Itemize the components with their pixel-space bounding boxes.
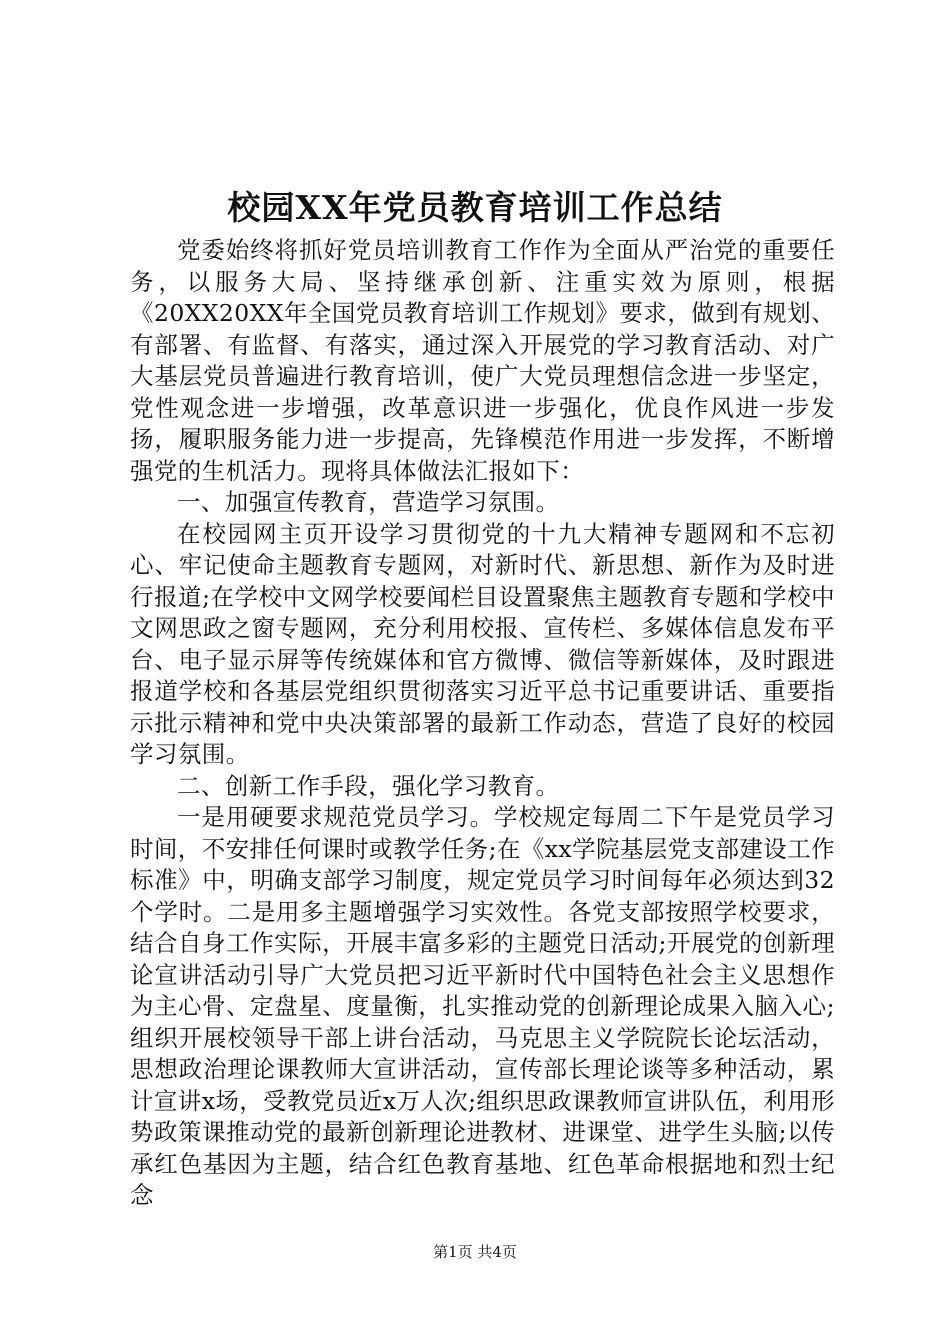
paragraph-section-1: 在校园网主页开设学习贯彻党的十九大精神专题网和不忘初心、牢记使命主题教育专题网，对新时代、新思想、新作为及时进行报道;在学校中文网学校要闻栏目设置聚焦主题教育专题和学校中文网思政之窗专题网，充分利用校报、宣传栏、多媒体信息发布平台、电子显示屏等传统媒体和官方微博、微信等新媒体，及时跟进报道学校和各基层党组织贯彻落实习近平总书记重要讲话、重要指示批示精神和党中央决策部署的最新工作动态，营造了良好的校园学习氛围。 (130, 519, 835, 768)
section-heading-1: 一、加强宣传教育，营造学习氛围。 (177, 488, 560, 516)
paragraph-section-2: 一是用硬要求规范党员学习。学校规定每周二下午是党员学习时间，不安排任何课时或教学任务;在《xx学院基层党支部建设工作标准》中，明确支部学习制度，规定党员学习时间每年必须达到32个学时。二是用多主题增强学习实效性。各党支部按照学校要求，结合自身工作实际，开展丰富多彩的主题党日活动;开展党的创新理论宣讲活动引导广大党员把习近平新时代中国特色社会主义思想作为主心骨、定盘星、度量衡，扎实推动党的创新理论成果入脑入心;组织开展校领导干部上讲台活动，马克思主义学院院长论坛活动，思想政治理论课教师大宣讲活动，宣传部长理论谈等多种活动，累计宣讲x场，受教党员近x万人次;组织思政课教师宣讲队伍，利用形势政策课推动党的最新创新理论进教材、进课堂、进学生头脑;以传承红色基因为主题，结合红色教育基地、红色革命根据地和烈士纪念 (130, 803, 835, 1209)
paragraph-intro: 党委始终将抓好党员培训教育工作作为全面从严治党的重要任务，以服务大局、坚持继承创新、注重实效为原则，根据《20XX20XX年全国党员教育培训工作规划》要求，做到有规划、有部署、有监督、有落实，通过深入开展党的学习教育活动、对广大基层党员普遍进行教育培训，使广大党员理想信念进一步坚定，党性观念进一步增强，改革意识进一步强化，优良作风进一步发扬，履职服务能力进一步提高，先锋模范作用进一步发挥，不断增强党的生机活力。现将具体做法汇报如下： (130, 236, 835, 485)
page-footer: 第1页 共4页 (433, 1243, 517, 1261)
document-title: 校园XX年党员教育培训工作总结 (227, 188, 723, 227)
section-heading-2: 二、创新工作手段，强化学习教育。 (177, 771, 560, 800)
document-body (130, 235, 835, 1212)
